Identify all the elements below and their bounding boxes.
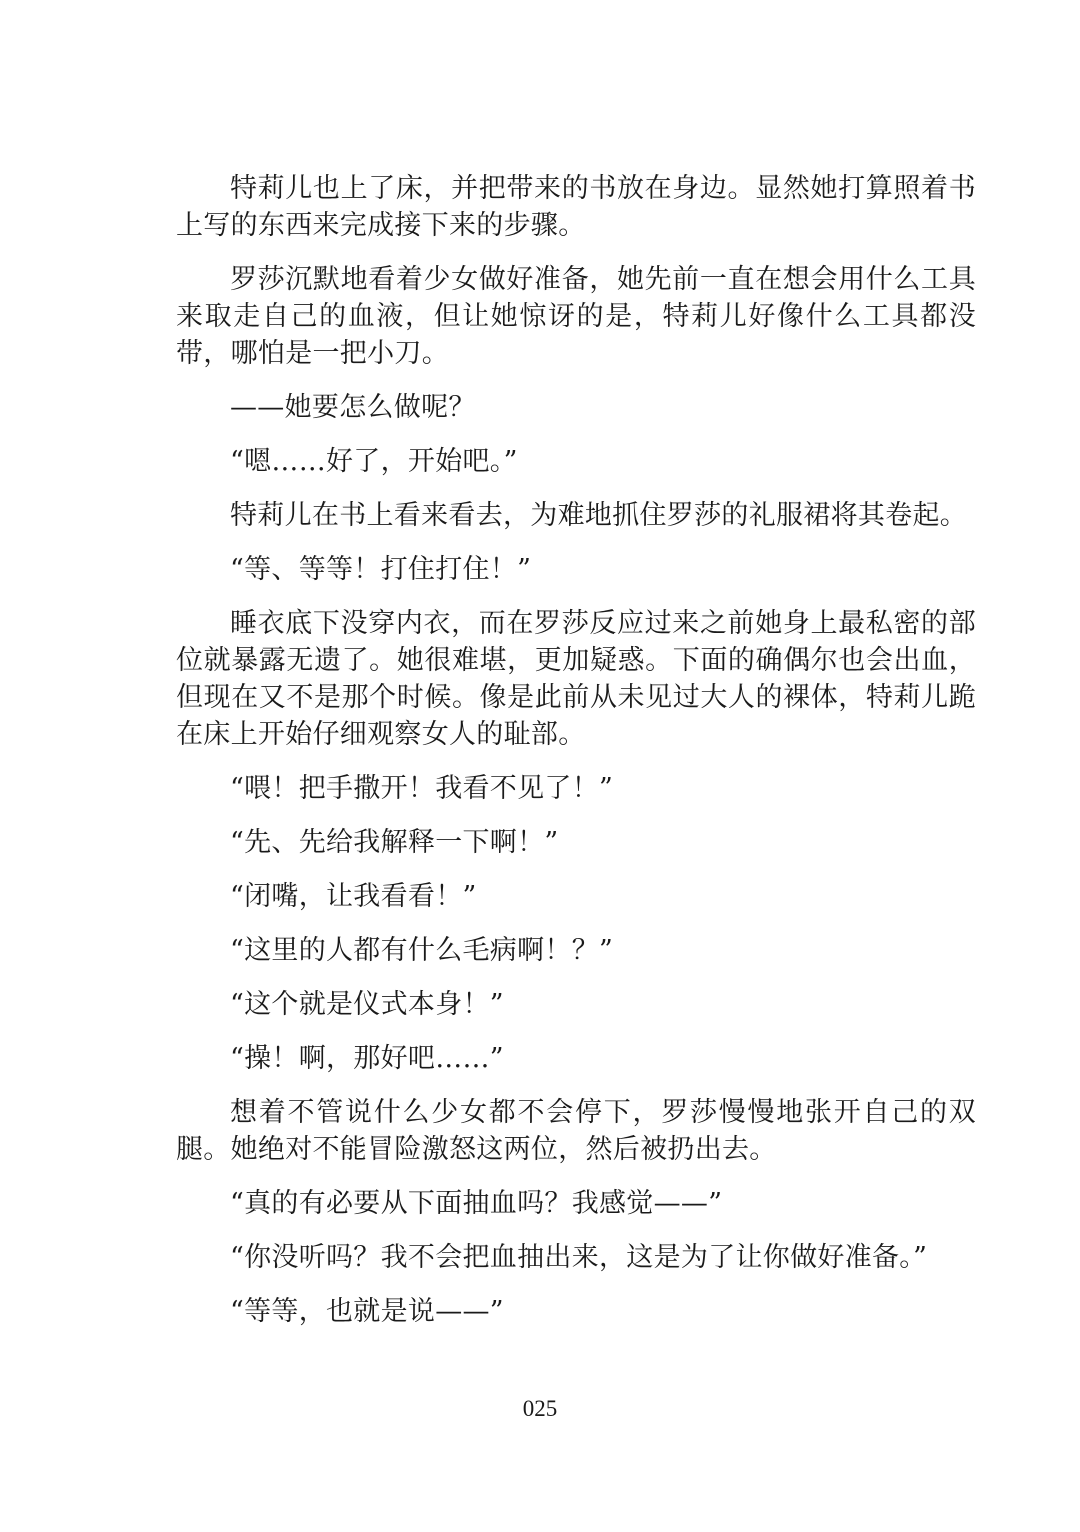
dialogue-line: “先、先给我解释一下啊！” xyxy=(230,827,559,858)
dialogue-line: “这个就是仪式本身！” xyxy=(230,989,504,1020)
dialogue-line: “操！啊，那好吧……” xyxy=(230,1043,504,1074)
dialogue-line: “这里的人都有什么毛病啊！？” xyxy=(230,935,614,966)
dialogue-line: “真的有必要从下面抽血吗？我感觉——” xyxy=(230,1188,723,1219)
dialogue-line: “喂！把手撒开！我看不见了！” xyxy=(230,773,614,804)
page-number: 025 xyxy=(522,1396,558,1421)
dialogue-line: “闭嘴，让我看看！” xyxy=(230,881,477,912)
paragraph: 睡衣底下没穿内衣，而在罗莎反应过来之前她身上最私密的部位就暴露无遗了。她很难堪，更加疑惑。下面的确偶尔也会出血，但现在又不是那个时候。像是此前从未见过大人的裸体，特莉儿跪在床上开始仔细观察女人的耻部。 xyxy=(176,608,976,750)
body-text xyxy=(176,170,976,1347)
dialogue-line: “等、等等！打住打住！” xyxy=(230,554,532,585)
dialogue-line: “嗯……好了，开始吧。” xyxy=(230,446,518,477)
dialogue-line: “等等，也就是说——” xyxy=(230,1296,504,1327)
paragraph: 罗莎沉默地看着少女做好准备，她先前一直在想会用什么工具来取走自己的血液，但让她惊讶的是，特莉儿好像什么工具都没带，哪怕是一把小刀。 xyxy=(176,264,976,369)
paragraph: ——她要怎么做呢？ xyxy=(230,392,476,423)
paragraph: 特莉儿在书上看来看去，为难地抓住罗莎的礼服裙将其卷起。 xyxy=(230,500,968,531)
dialogue-line: “你没听吗？我不会把血抽出来，这是为了让你做好准备。” xyxy=(230,1242,928,1273)
paragraph: 特莉儿也上了床，并把带来的书放在身边。显然她打算照着书上写的东西来完成接下来的步骤。 xyxy=(176,173,976,241)
paragraph: 想着不管说什么少女都不会停下，罗莎慢慢地张开自己的双腿。她绝对不能冒险激怒这两位，然后被扔出去。 xyxy=(176,1097,976,1165)
